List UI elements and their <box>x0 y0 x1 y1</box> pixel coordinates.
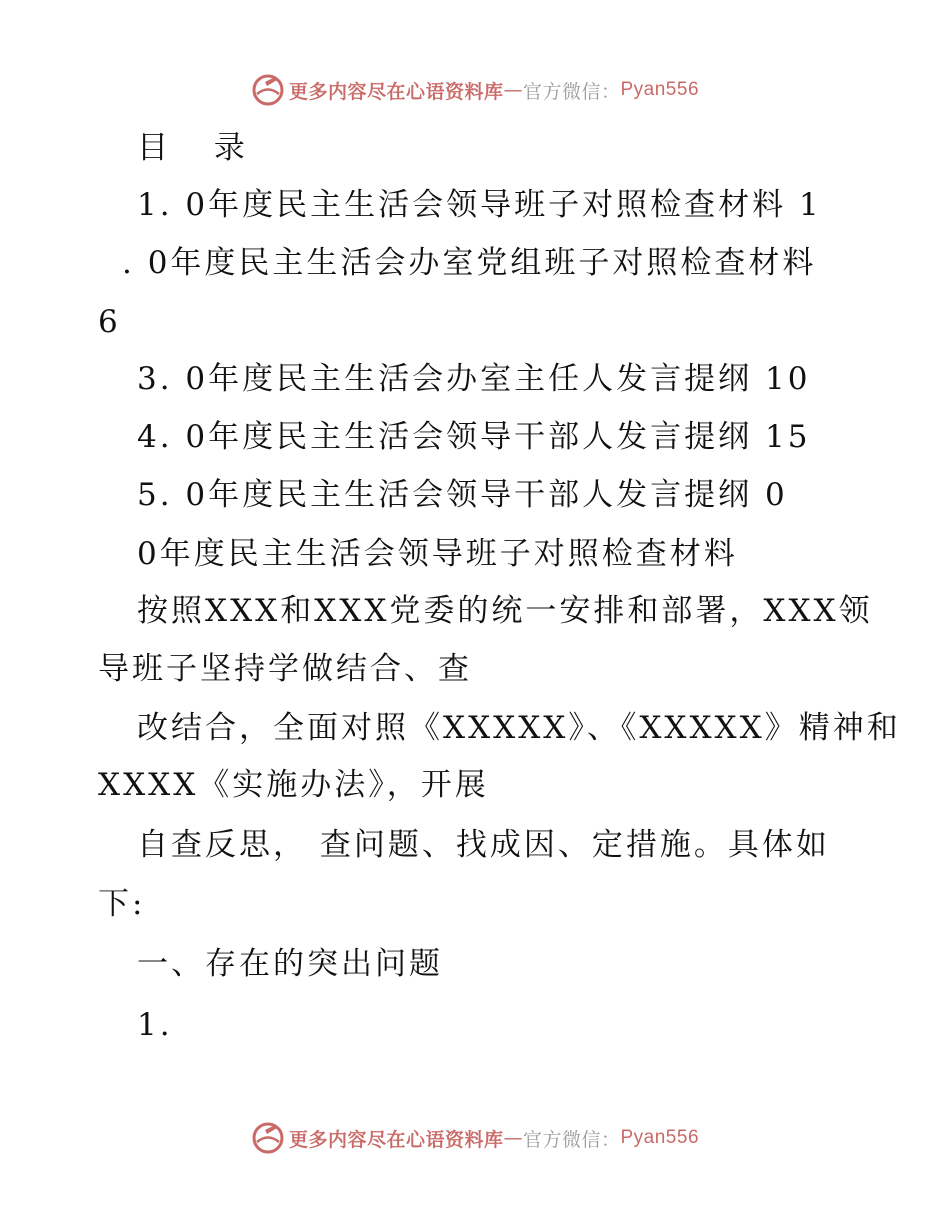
book-pen-logo-icon <box>251 73 285 107</box>
paragraph-line: XXXX《实施办法》，开展 <box>98 767 489 803</box>
toc-entry: 3. 0年度民主生活会办室主任人发言提纲 10 <box>137 361 811 397</box>
paragraph-line: 按照XXX和XXX党委的统一安排和部署，XXX领 <box>137 593 873 629</box>
watermark-separator: — <box>503 1127 523 1149</box>
document-heading: 0年度民主生活会领导班子对照检查材料 <box>137 536 738 572</box>
paragraph-line: 改结合，全面对照《XXXXX》、《XXXXX》精神和 <box>137 710 901 746</box>
paragraph-line: 下: <box>98 886 146 922</box>
watermark-handle: Pyan556 <box>620 79 700 100</box>
paragraph-line: 自查反思， 查问题、找成因、定措施。具体如 <box>137 827 830 863</box>
toc-entry: 4. 0年度民主生活会领导干部人发言提纲 15 <box>137 419 811 455</box>
header-watermark <box>0 70 950 110</box>
toc-entry: 1. 0年度民主生活会领导班子对照检查材料 1 <box>137 187 822 223</box>
list-item-number: 1. <box>137 1007 173 1043</box>
watermark-promo-text: 更多内容尽在心语资料库 <box>288 80 504 103</box>
watermark-label: 官方微信： <box>522 80 621 103</box>
paragraph-line: 导班子坚持学做结合、查 <box>98 651 472 687</box>
section-heading: 一、存在的突出问题 <box>137 946 443 982</box>
watermark-label: 官方微信： <box>522 1128 621 1151</box>
watermark-handle: Pyan556 <box>620 1127 700 1148</box>
watermark-promo-text: 更多内容尽在心语资料库 <box>288 1128 504 1151</box>
toc-title: 目 录 <box>137 130 263 166</box>
watermark-separator: — <box>503 79 523 101</box>
toc-entry: 5. 0年度民主生活会领导干部人发言提纲 0 <box>137 477 788 513</box>
toc-entry: 6 <box>98 304 121 340</box>
footer-watermark <box>0 1118 950 1158</box>
book-pen-logo-icon <box>251 1121 285 1155</box>
toc-entry: . 0年度民主生活会办室党组班子对照检查材料 <box>122 245 817 281</box>
